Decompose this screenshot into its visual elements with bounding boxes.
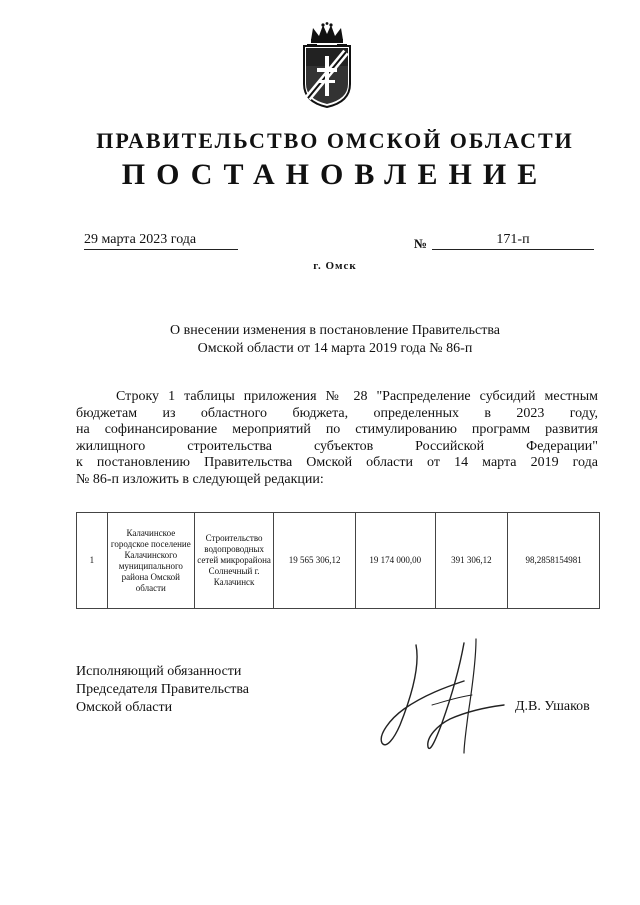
signatory-name: Д.В. Ушаков [515, 699, 590, 714]
position-line: Омской области [76, 700, 173, 715]
cell-total: 19 565 306,12 [274, 513, 356, 609]
document-body [76, 389, 598, 488]
position-line: Председателя Правительства [76, 682, 250, 697]
subsidy-table [76, 512, 600, 609]
cell-object: Строительство водопроводных сетей микрорайона Солнечный г. Калачинск [194, 513, 273, 609]
government-title: ПРАВИТЕЛЬСТВО ОМСКОЙ ОБЛАСТИ [96, 128, 574, 153]
body-line: к постановлению Правительства Омской области от 14 марта 2019 года [76, 455, 598, 470]
document-type: ПОСТАНОВЛЕНИЕ [121, 158, 549, 191]
table-row [77, 513, 600, 609]
cell-row-number: 1 [77, 513, 108, 609]
subject-line: Омской области от 14 марта 2019 года № 86-п [197, 341, 473, 356]
document-subject [120, 322, 550, 358]
cell-municipality: Калачинское городское поселение Калачинского муниципального района Омской области [107, 513, 194, 609]
number-label: № [414, 236, 428, 251]
cell-share: 98,2858154981 [508, 513, 600, 609]
document-number: 171-п [432, 232, 594, 250]
cell-local: 391 306,12 [435, 513, 508, 609]
body-line: бюджетам из областного бюджета, определенных в 2023 году, [76, 405, 598, 421]
body-line: на софинансирование мероприятий по стимулированию программ развития [76, 422, 598, 437]
document-city: г. Омск [313, 260, 357, 272]
handwritten-signature [372, 635, 512, 765]
body-line: жилищного строительства субъектов Российской Федерации" [76, 438, 598, 454]
position-line: Исполняющий обязанности [76, 664, 242, 679]
body-line: № 86-п изложить в следующей редакции: [76, 471, 324, 487]
subject-line: О внесении изменения в постановление Правительства [170, 323, 500, 338]
signatory-position [76, 663, 249, 717]
body-line: Строку 1 таблицы приложения № 28 "Распределение субсидий местным [116, 389, 598, 404]
document-date: 29 марта 2023 года [84, 232, 238, 250]
omsk-coat-of-arms-icon [299, 22, 355, 108]
cell-regional: 19 174 000,00 [355, 513, 435, 609]
